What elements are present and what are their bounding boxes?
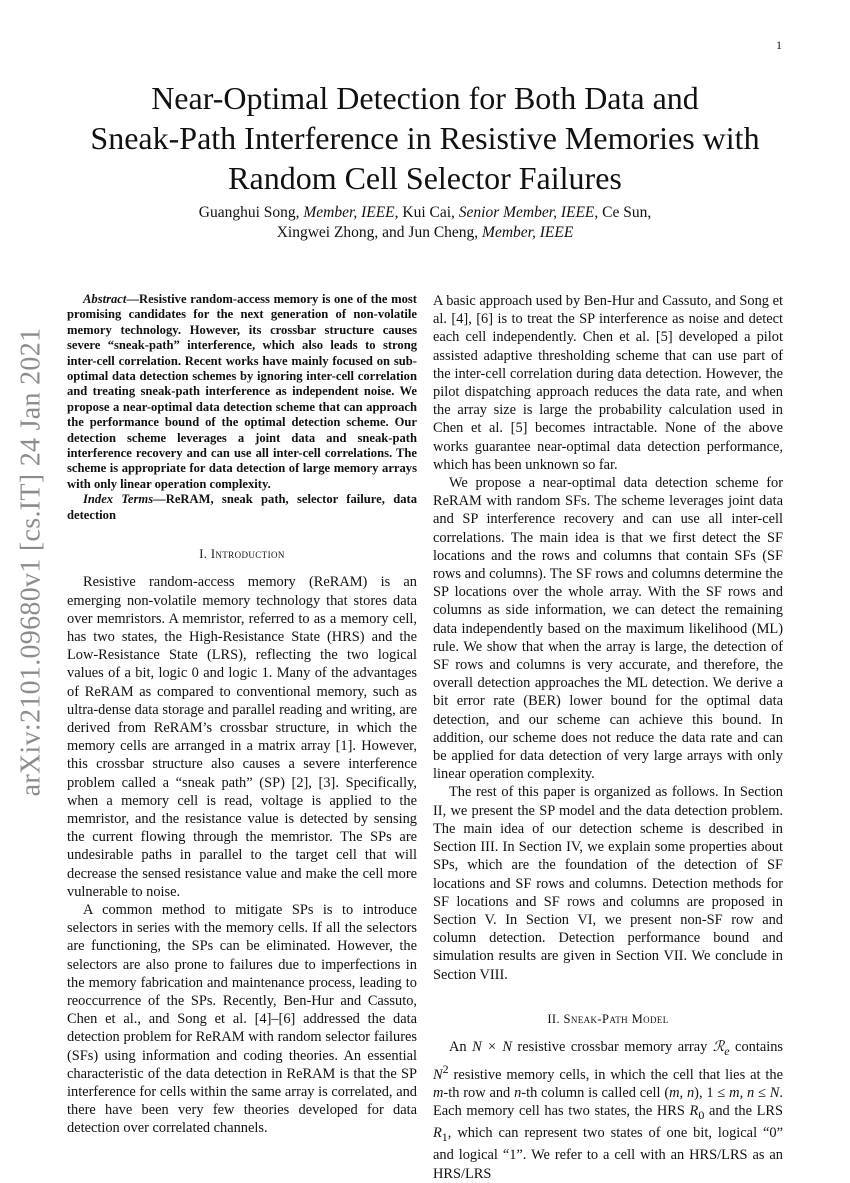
abstract-text: —Resistive random-access memory is one of the most promising candidates for the next generation of non-volatile memory technology. However, its crossbar structure causes severe “sneak-path” interference, which also leads to strong inter-cell correlation. Recent works have mainly focused on sub-optimal data detection schemes by ignoring inter-cell correlation and treating sneak-path interference as independent noise. We propose a near-optimal data detection scheme that can approach the performance bound of the optimal detection scheme. Our detection scheme leverages a joint data and sneak-path interference recovery and can use all inter-cell correlations. The scheme is appropriate for data detection of large memory arrays with only linear operation complexity.: [67, 292, 417, 491]
arxiv-identifier: arXiv:2101.09680v1 [cs.IT] 24 Jan 2021: [15, 327, 46, 797]
index-terms-text: —ReRAM, sneak path, selector failure, data detection: [67, 492, 417, 522]
author-line-1: [100, 203, 750, 223]
index-terms: [67, 492, 417, 523]
model-paragraph-1: An N × N resistive crossbar memory array ℛ$_e$ contains $N^2$ resistive memory cells, in which the cell that lies at the m-th row and n-th column is called cell (m, n), 1 ≤ m, n ≤ N. Each memory cell has two states, the HRS $R_0$ and the LRS $R_1$, which can represent two states of one bit, logical “0” and logical “1”. We refer to a cell with an HRS/LRS as an HRS/LRS: [433, 1038, 784, 1182]
abstract: [67, 292, 417, 492]
intro-paragraph-4: We propose a near-optimal data detection scheme for ReRAM with random SFs. The scheme leverages joint data and SP interference recovery and can use all inter-cell correlations. The main idea is that we first detect the SF locations and the rows and columns that contain SFs (SF rows and columns). The SF rows and columns determine the SP locations over the whole array. With the SF rows and columns as side information, we can detect the remaining data independently based on the maximum likelihood (ML) rule. We show that when the array is large, the detection of SF rows and columns is very accurate, and therefore, the overall detection approaches the ML detection. We derive a bit error rate (BER) lower bound for the optimal data detection, and our scheme can achieve this bound. In addition, our scheme does not reduce the data rate and can be applied for data detection of very large arrays with only linear operation complexity.: [433, 475, 783, 783]
intro-paragraph-2: A common method to mitigate SPs is to introduce selectors in series with the memory cells. If all the selectors are functioning, the SPs can be eliminated. However, the selectors are also prone to failures due to imperfections in the memory fabrication and maintenance process, leading to reoccurrence of the SPs. Recently, Ben-Hur and Cassuto, Chen et al., and Song et al. [4]–[6] addressed the data detection problem for ReRAM with random selector failures (SFs) using information and coding theories. An essential characteristic of the data detection in ReRAM is that the SP interference for cells within the same array is correlated, and there have been very few theories developed for data detection over correlated channels.: [67, 901, 417, 1137]
author-line-2: [100, 223, 750, 243]
title-line-1: Near-Optimal Detection for Both Data and: [151, 80, 699, 116]
author-name: Kui Cai,: [402, 204, 455, 221]
author-block: [100, 203, 750, 243]
author-affiliation: Member, IEEE: [482, 224, 574, 241]
arxiv-side-stamp: [6, 307, 56, 817]
title-line-2: Sneak-Path Interference in Resistive Memories with: [90, 120, 760, 156]
author-name: Xingwei Zhong, and Jun Cheng,: [276, 224, 479, 241]
intro-paragraph-1: Resistive random-access memory (ReRAM) is an emerging non-volatile memory technology that stores data over memristors. A memristor, referred to as a memory cell, has two states, the High-Resistance State (HRS) and the Low-Resistance State (LRS), reflecting the two logical values of a bit, logic 0 and logic 1. Many of the advantages of ReRAM as compared to conventional memory, such as ultra-dense data storage and parallel reading and writing, are derived from ReRAM’s crossbar structure, in which the memory cells are arranged in a matrix array [1]. However, this crossbar structure also causes a severe interference problem called a “sneak path” (SP) [2], [3]. Specifically, when a memory cell is read, voltage is applied to the memristor, and the resistance value is detected by sensing the current flowing through the memristor. The SPs are undesirable paths in parallel to the target cell that will decrease the sensed resistance value and make the cell more vulnerable to noise.: [67, 574, 417, 900]
paper-title: [60, 78, 790, 198]
intro-paragraph-5: The rest of this paper is organized as follows. In Section II, we present the SP model and the data detection problem. The main idea of our detection scheme is described in Section III. In Section IV, we explain some properties about SPs, which are the foundation of the detection of SF locations and SF rows and columns. Detection methods for SF locations and SF rows and columns are proposed in Section V. In Section VI, we present non-SF row and column detection. Detection performance bound and simulation results are given in Section VII. We conclude in Section VIII.: [433, 784, 783, 983]
title-line-3: Random Cell Selector Failures: [228, 160, 622, 196]
page-number: 1: [776, 38, 782, 52]
intro-paragraph-3: A basic approach used by Ben-Hur and Cassuto, and Song et al. [4], [6] is to treat the SP interference as noise and detect each cell independently. Chen et al. [5] developed a pilot assisted adaptive thresholding scheme that can use part of the inter-cell correlation during data detection. However, the pilot dispatching approach reduces the data rate, and when the array size is large the probability calculation used in Chen et al. [5] becomes intractable. None of the above works guarantee near-optimal data detection performance, which has been unknown so far.: [433, 293, 783, 473]
right-column: [433, 292, 783, 1183]
section-heading-introduction: I. Introduction: [199, 547, 285, 562]
section-heading-sneak-path-model: II. Sneak-Path Model: [547, 1011, 669, 1026]
author-affiliation: Senior Member, IEEE,: [458, 204, 599, 221]
author-affiliation: Member, IEEE,: [303, 204, 399, 221]
index-terms-label: Index Terms: [83, 492, 154, 507]
abstract-label: Abstract: [83, 292, 127, 306]
author-name: Ce Sun,: [602, 204, 652, 221]
left-column: [67, 292, 417, 1138]
author-name: Guanghui Song,: [198, 204, 300, 221]
